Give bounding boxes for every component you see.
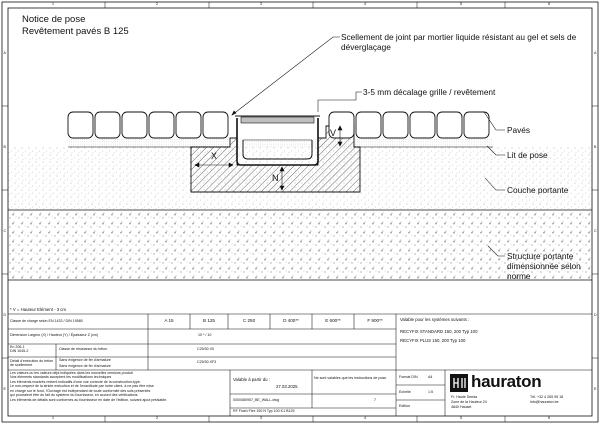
- col-marker-bottom-3: 3: [260, 416, 262, 420]
- col-marker-5: 5: [460, 1, 462, 6]
- product-reference: RF Flush Flex 150 N Typ 100 K1 B125: [233, 409, 295, 413]
- col-marker-bottom-2: 2: [156, 416, 158, 420]
- col-marker-bottom-6: 6: [548, 416, 550, 420]
- brand-logo: [450, 374, 468, 392]
- dim-x-label: X: [211, 151, 218, 161]
- drawing-file-name: 0000080957_BE_WALL.dwg: [233, 398, 280, 402]
- disclaimer-line: en charge sur le fond, l'Ouvrage est indépendant de toute conformité des sols présentés: [10, 388, 151, 393]
- dim-n-label: N: [272, 173, 279, 183]
- col-marker-2: 2: [156, 1, 158, 6]
- row-marker-b: B: [3, 145, 6, 149]
- row-marker-c: C: [3, 229, 7, 233]
- col-marker-bottom-4: 4: [364, 416, 366, 420]
- row-marker-a: A: [3, 51, 6, 55]
- class-a15: A 15: [164, 318, 174, 323]
- edition-label: Edition: [399, 404, 410, 408]
- callout-bedding: Lit de pose: [507, 150, 548, 160]
- disclaimer-line: Nos éléments standards acceptent les modifications techniques: [10, 375, 112, 379]
- subbase-layer: [8, 210, 592, 280]
- drawing-subtitle: Revêtement pavés B 125: [22, 26, 129, 37]
- col-marker-3: 3: [260, 1, 262, 6]
- col-marker-4: 4: [364, 1, 366, 6]
- brand-name: hauraton: [471, 372, 542, 391]
- scale-value: 1:5: [428, 390, 433, 394]
- disclaimer-line: Le non-respect de la stricte exécution et de l'exactitude par notre client, à ne pas être mise: [10, 384, 154, 388]
- disclaimer-line: Les éléments montrés restent indicatifs d'une vue correcte de la construction-type.: [10, 379, 141, 384]
- valid-systems-title: Valable pour les systèmes suivants :: [400, 317, 470, 322]
- brand-address-2: Zone de la Hauteur 24: [451, 400, 487, 404]
- row-marker-right-b: B: [594, 145, 597, 149]
- col-marker-bottom-5: 5: [460, 416, 462, 420]
- class-e600: E 600**: [325, 318, 341, 323]
- dimension-row-value: 10 * / 10: [198, 333, 212, 337]
- drawing-title: Notice de pose: [22, 14, 86, 25]
- disclaimer-line: Les valeurs ou les valeurs déjà indiquées dans les nouvelles versions produit: [10, 370, 133, 375]
- bedding-layer: [68, 138, 493, 147]
- disclaimer-line: Les éléments de détails sont conformes au fournisseur en date de l'édition, suivant ajout préalable.: [10, 397, 168, 402]
- footnote: * V = Hauteur Elément - 3 cm: [10, 307, 67, 312]
- scale-label: Echelle: [399, 390, 411, 394]
- dim-v-label: V: [330, 128, 337, 138]
- concrete-class-label: Classe de résistance du béton: [59, 347, 108, 351]
- concrete-detail-sub2: Sans exigence de fer d'armature: [59, 363, 111, 368]
- validity-note: Ne sont valables que les instructions de pose.: [314, 376, 388, 380]
- norm-en-label: En 206-1: [10, 344, 25, 349]
- concrete-detail-sub1: Sans exigence de fer d'armature: [59, 358, 111, 362]
- drawing-version: 7: [374, 398, 376, 402]
- brand-phone: Tél. +32 4 265 95 18: [530, 395, 564, 399]
- valid-system-1: RECYFIX STANDARD 150, 200 Typ 100: [400, 329, 478, 334]
- class-c250: C 250: [242, 318, 256, 323]
- concrete-class-value: C25/30 X0: [197, 347, 214, 351]
- row-marker-d: D: [3, 313, 7, 317]
- row-marker-right-c: C: [594, 229, 597, 233]
- class-f900: F 900**: [367, 318, 383, 323]
- norm-din-label: DIN 1045-2: [10, 349, 29, 353]
- row-marker-e: E: [3, 387, 6, 391]
- dimension-row-label: Dimension Largeur (X) / Hauteur (Y) / Épaisseur Z (cm): [10, 333, 99, 337]
- col-marker-bottom-1: 1: [52, 416, 54, 420]
- callout-subbase-line3: norme: [507, 271, 531, 281]
- brand-email: info@hauraton.be: [530, 400, 559, 404]
- callout-seal-line1: Scellement de joint par mortier liquide résistant au gel et sels de: [341, 32, 577, 42]
- concrete-detail-label: Détail d'exécution du béton de scellement: [10, 359, 54, 368]
- callout-seal-line2: déverglaçage: [341, 42, 391, 52]
- valid-from-date: 27.03.2025: [276, 384, 298, 389]
- disclaimer-line: qui pourraient être du fait du système du fournisseur, en accord des vérifications.: [10, 393, 139, 397]
- callout-pavers: Pavés: [507, 125, 531, 135]
- class-b125: B 125: [202, 318, 215, 323]
- grate: [235, 116, 320, 123]
- concrete-detail-value: C25/30 XF3: [197, 360, 217, 364]
- callout-subbase-line2: dimensionnée selon: [507, 261, 581, 271]
- row-marker-right-d: D: [594, 313, 597, 317]
- load-class-label: Classe de charge selon EN 1433 / DIN 19580: [10, 319, 83, 323]
- row-marker-right-a: A: [594, 51, 597, 55]
- brand-address-1: Fr. Haute Seeda: [451, 395, 478, 399]
- row-marker-right-e: E: [594, 387, 597, 391]
- valid-from-label: Valable à partir du :: [233, 377, 270, 382]
- brand-address-3: 4840 Hauset: [451, 405, 472, 409]
- valid-system-2: RECYFIX PLUS 150, 200 Typ 100: [400, 338, 466, 343]
- col-marker-6: 6: [548, 1, 550, 6]
- callout-subbase-line1: Structure portante: [507, 251, 574, 261]
- col-marker-1: 1: [52, 1, 54, 6]
- callout-base: Couche portante: [507, 185, 569, 195]
- callout-offset: 3-5 mm décalage grille / revêtement: [363, 87, 496, 97]
- class-d400: D 400**: [283, 318, 299, 323]
- format-label: Format DIN: [399, 375, 418, 379]
- format-value: A4: [428, 375, 433, 379]
